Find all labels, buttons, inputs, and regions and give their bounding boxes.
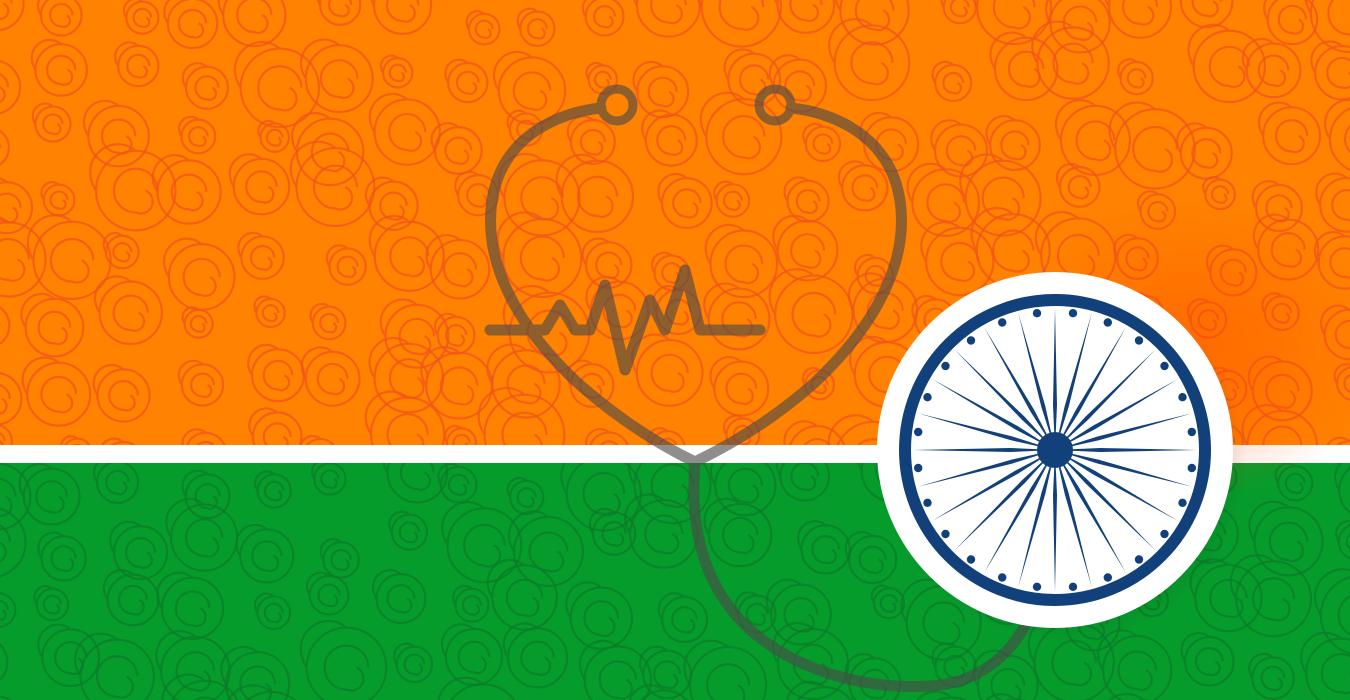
chakra-hub bbox=[1037, 432, 1073, 468]
chakra-bead bbox=[1135, 336, 1143, 344]
chakra-bead bbox=[1033, 309, 1041, 317]
chakra-bead bbox=[1135, 555, 1143, 563]
chakra-bead bbox=[1069, 583, 1077, 591]
chakra-bead bbox=[1104, 318, 1112, 326]
chakra-bead bbox=[998, 573, 1006, 581]
chakra-bead bbox=[998, 318, 1006, 326]
chakra-bead bbox=[1033, 583, 1041, 591]
chakra-bead bbox=[1178, 393, 1186, 401]
chakra-bead bbox=[923, 499, 931, 507]
chakra-bead bbox=[1160, 530, 1168, 538]
chakra-bead bbox=[967, 336, 975, 344]
ashoka-chakra-icon bbox=[905, 300, 1205, 600]
chakra-bead bbox=[1178, 499, 1186, 507]
chakra-bead bbox=[941, 530, 949, 538]
chakra-bead bbox=[914, 464, 922, 472]
chakra-bead bbox=[1188, 428, 1196, 436]
chakra-bead bbox=[1069, 309, 1077, 317]
chakra-bead bbox=[941, 362, 949, 370]
chakra-bead bbox=[914, 428, 922, 436]
chakra-bead bbox=[923, 393, 931, 401]
chakra-bead bbox=[967, 555, 975, 563]
chakra-bead bbox=[1160, 362, 1168, 370]
chakra-bead bbox=[1188, 464, 1196, 472]
chakra-bead bbox=[1104, 573, 1112, 581]
